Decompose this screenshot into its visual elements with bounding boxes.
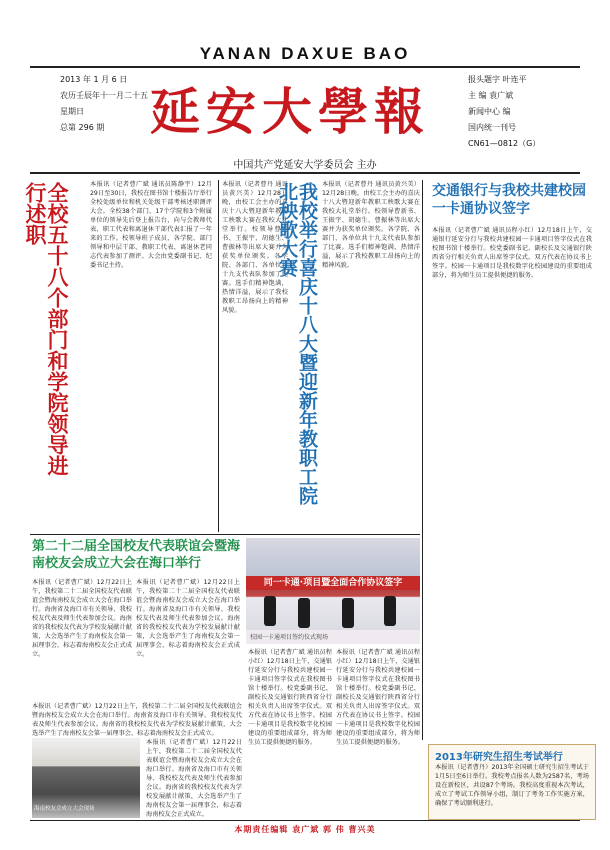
center-article-body: 本报讯（记者曹丹 通讯员黄兴美）12月28日晚，由校工会主办的喜庆十八大暨迎新年教职工秧歌大赛在我校大礼堂举行。校领导曹新书、王振宇、胡德生、曹振林等出席大赛并为获奖单位颁奖。各学院、各部门、各单位共十九支代表队参加了比赛。选手们精神饱满，热情洋溢，展示了我校教职工昂扬向上的精神风貌。	[322, 181, 420, 269]
photo-banner-text: 同一卡通·项目暨全面合作协议签字	[246, 576, 420, 590]
alumni-article-body-4: 本报讯（记者曹广斌）12月22日上午，我校第二十二届全国校友代表联谊会暨海南校友会成立大会在海口举行。海南省及海口市有关领导、我校校友代表及师生代表参加会议。海南省的我校校友代表为学校发展献计献策，大会选举产生了海南校友会第一届理事会，标志着海南校友会正式成立。	[146, 739, 242, 818]
top-divider	[30, 66, 580, 68]
chief-editor: 主 编 袁广斌	[468, 91, 514, 100]
center-headline: 我校举行喜庆十八大暨迎新年教职工院北秧歌大赛	[276, 182, 318, 505]
footer-editors: 本期责任编辑 袁广斌 郭 伟 曹兴美	[234, 825, 376, 834]
cn-label: 国内统一刊号	[468, 123, 516, 132]
person-figure	[384, 596, 396, 626]
masthead-bottom-rule	[30, 172, 580, 174]
person-figure	[264, 596, 276, 626]
person-figure	[342, 598, 354, 628]
right-headline: 交通银行与我校共建校园一卡通协议签字	[432, 183, 586, 217]
small-photo-caption: 海南校友会成立大会现场	[34, 806, 95, 812]
publication-info	[468, 72, 598, 152]
masthead-english-title: YANAN DAXUE BAO	[199, 44, 411, 63]
right-article-body: 本报讯（记者曹广斌 通讯员程小红）12月18日上午，交通银行延安分行与我校共建校园一卡通项目签字仪式在我校图书馆十楼举行。校党委副书记、副校长及交通银行陕西省分行相关负责人出席签字仪式。双方代表在协议书上签字。校园一卡通项目是我校数字化校园建设的重要组成部分，将为师生员工提供便捷的服务。	[432, 227, 592, 279]
footer-rule	[30, 820, 580, 821]
left-article-body: 本报讯（记者曹广斌 通讯员陈静宇）12月29日至30日，我校在图书馆十楼报告厅举行全校处级单位和机关处级干部考核述职测评大会。全校38个部门、17个学院和3个附属单位的领导先后登上报告台，向与会教师代表、职工代表和离退休干部代表汇报了一年来的工作。校领导班子成员、各学院、部门领导和中层干部、教职工代表、离退休老同志代表参加了测评。大会由党委副书记、纪委书记主持。	[90, 181, 212, 269]
masthead-chinese-title: 延安大學報	[150, 82, 430, 141]
issue-date: 2013 年 1 月 6 日	[60, 75, 128, 84]
signing-article-body-2: 本报讯（记者曹广斌 通讯员程小红）12月18日上午，交通银行延安分行与我校共建校园一卡通项目签字仪式在我校图书馆十楼举行。校党委副书记、副校长及交通银行陕西省分行相关负责人出席签字仪式。双方代表在协议书上签字。校园一卡通项目是我校数字化校园建设的重要组成部分，将为师生员工提供便捷的服务。	[336, 649, 420, 746]
alumni-article-body-3: 本报讯（记者曹广斌）12月22日上午，我校第二十二届全国校友代表联谊会暨海南校友会成立大会在海口举行。海南省及海口市有关领导、我校校友代表及师生代表参加会议。海南省的我校校友代表为学校发展献计献策，大会选举产生了海南校友会第一届理事会，标志着海南校友会正式成立。	[32, 703, 242, 736]
issue-weekday: 星期日	[60, 107, 84, 116]
grad-exam-headline: 2013年研究生招生考试举行	[435, 752, 563, 763]
title-calligrapher: 报头题字 叶连平	[468, 75, 527, 84]
alumni-headline: 第二十二届全国校友代表联谊会暨海南校友会成立大会在海口举行	[32, 539, 241, 571]
issue-info	[60, 72, 160, 136]
center-article-intro: 本报讯（记者曹丹 通讯员黄兴美）12月28日晚，由校工会主办的喜庆十八大暨迎新年教职工秧歌大赛在我校大礼堂举行。校领导曹新书、王振宇、胡德生、曹振林等出席大赛并为获奖单位颁奖。各学院、各部门、各单位共十九支代表队参加了比赛。选手们精神饱满，热情洋溢，展示了我校教职工昂扬向上的精神风貌。	[222, 181, 288, 314]
grad-exam-body: 本报讯（记者曹丹）2013年全国硕士研究生招生考试于1月5日至6日举行。我校考点报名人数为2587名，考场设在新校区，共设87个考场。我校高度重视本次考试，成立了考试工作领导小组，制订了考务工作实施方案，确保了考试顺利进行。	[435, 764, 589, 807]
person-figure	[298, 598, 310, 628]
photo-caption: 校园一卡通项目签约仪式现场	[250, 634, 329, 641]
column-divider-right	[422, 180, 423, 740]
sponsor-line: 中国共产党延安大学委员会 主办	[233, 160, 377, 171]
issue-lunar-date: 农历壬辰年十一月二十五	[60, 91, 148, 100]
signing-ceremony-photo	[246, 538, 420, 644]
section-divider	[30, 534, 420, 535]
editorial-unit: 新闻中心 编	[468, 107, 511, 116]
alumni-article-body-2: 本报讯（记者曹广斌）12月22日上午，我校第二十二届全国校友代表联谊会暨海南校友会成立大会在海口举行。海南省及海口市有关领导、我校校友代表及师生代表参加会议。海南省的我校校友代表为学校发展献计献策，大会选举产生了海南校友会第一届理事会，标志着海南校友会正式成立。	[136, 579, 240, 658]
cn-number: CN61—0812（G）	[468, 139, 541, 148]
alumni-article-body-1: 本报讯（记者曹广斌）12月22日上午，我校第二十二届全国校友代表联谊会暨海南校友会成立大会在海口举行。海南省及海口市有关领导、我校校友代表及师生代表参加会议。海南省的我校校友代表为学校发展献计献策，大会选举产生了海南校友会第一届理事会，标志着海南校友会正式成立。	[32, 579, 132, 658]
alumni-meeting-photo	[32, 738, 140, 818]
issue-number: 总第 296 期	[60, 123, 105, 132]
grad-exam-box	[428, 744, 596, 820]
signing-article-body-1: 本报讯（记者曹广斌 通讯员程小红）12月18日上午，交通银行延安分行与我校共建校园一卡通项目签字仪式在我校图书馆十楼举行。校党委副书记、副校长及交通银行陕西省分行相关负责人出席签字仪式。双方代表在协议书上签字。校园一卡通项目是我校数字化校园建设的重要组成部分，将为师生员工提供便捷的服务。	[248, 649, 332, 746]
column-divider-left	[218, 180, 219, 532]
left-headline: 全校五十八个部门和学院领导进行述职	[22, 182, 69, 476]
